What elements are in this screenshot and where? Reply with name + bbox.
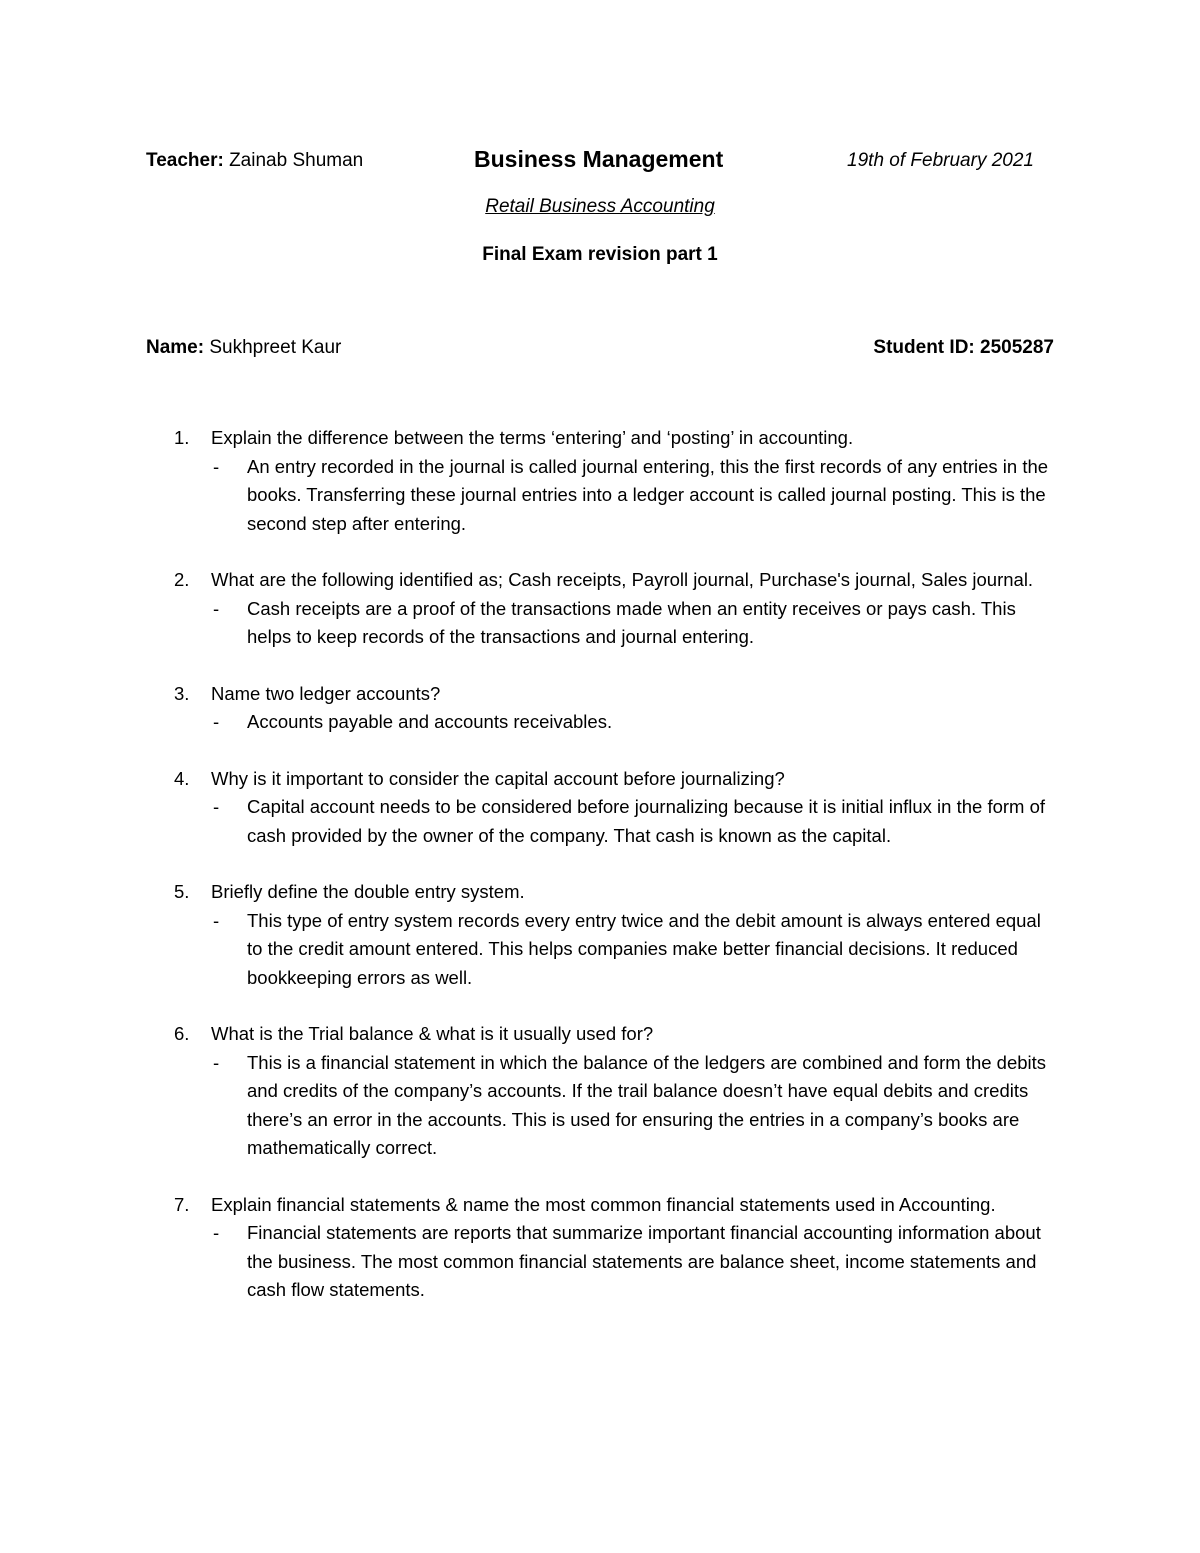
document-date: 19th of February 2021 [847, 150, 1034, 171]
subject-title: Business Management [474, 146, 724, 172]
student-id-label: Student ID: [873, 337, 975, 358]
answer-item [0, 907, 1200, 993]
answer-dash: - [213, 597, 220, 619]
answer-text: Financial statements are reports that summarize important financial accounting information about the business. The most common financial statements are balance sheet, income statements and cash flow statements. [247, 1222, 1041, 1300]
name-label: Name: [146, 337, 205, 358]
answer-dash: - [213, 796, 220, 817]
teacher-line [146, 150, 363, 172]
question-item [0, 424, 1200, 538]
answer-dash: - [213, 909, 220, 931]
answer-dash: - [213, 1051, 220, 1073]
answer-item [0, 708, 1200, 737]
answer-dash: - [213, 711, 220, 732]
question-text: What are the following identified as; Cash receipts, Payroll journal, Purchase's journal, Sales journal. [211, 569, 1034, 590]
question-number: 3. [174, 682, 190, 704]
answer-text: An entry recorded in the journal is called journal entering, this the first records of any entries in the books. Transferring these journal entries into a ledger account is called journal posting. This is the second step after entering. [247, 455, 1049, 534]
answer-text: Cash receipts are a proof of the transactions made when an entity receives or pays cash. This helps to keep records of the transactions and journal entering. [247, 597, 1016, 647]
answer-text: This type of entry system records every entry twice and the debit amount is always entered equal to the credit amount entered. This helps companies make better financial decisions. It reduced bookkeeping errors as well. [247, 909, 1041, 988]
teacher-name: Zainab Shuman [223, 150, 364, 171]
question-text: Why is it important to consider the capital account before journalizing? [211, 767, 785, 789]
header-row [144, 146, 1056, 176]
question-number: 6. [174, 1023, 190, 1044]
question-number: 5. [174, 881, 190, 902]
question-list [0, 424, 1200, 1333]
answer-item [0, 1049, 1200, 1163]
question-item [0, 680, 1200, 737]
teacher-label: Teacher: [146, 150, 224, 171]
answer-item [0, 595, 1200, 652]
answer-item [0, 1219, 1200, 1305]
question-item [0, 878, 1200, 992]
question-text: Briefly define the double entry system. [211, 881, 525, 902]
student-name: Sukhpreet Kaur [204, 337, 342, 358]
student-id-line [873, 337, 1054, 359]
course-subtitle: Retail Business Accounting [485, 196, 715, 217]
answer-item [0, 793, 1200, 850]
answer-text: This is a financial statement in which the balance of the ledgers are combined and form the debits and credits of the company’s accounts. If the trail balance doesn’t have equal debits and credits there’s an error in the accounts. This is used for ensuring the entries in a company’s books are mathematically correct. [247, 1051, 1047, 1158]
answer-text: Capital account needs to be considered before journalizing because it is initial influx in the form of cash provided by the owner of the company. That cash is known as the capital. [247, 796, 1046, 846]
question-number: 2. [174, 569, 190, 590]
question-text: Explain the difference between the terms ‘entering’ and ‘posting’ in accounting. [211, 427, 854, 448]
student-info-row [146, 337, 1054, 359]
question-number: 4. [174, 767, 190, 789]
answer-item [0, 453, 1200, 539]
question-item [0, 765, 1200, 851]
student-id-value: 2505287 [974, 337, 1054, 358]
exam-title: Final Exam revision part 1 [482, 244, 718, 265]
question-text: Name two ledger accounts? [211, 682, 441, 704]
answer-text: Accounts payable and accounts receivables. [247, 711, 613, 732]
question-item [0, 566, 1200, 652]
answer-dash: - [213, 1222, 220, 1243]
student-name-line [146, 337, 341, 358]
question-number: 1. [174, 427, 190, 448]
question-text: Explain financial statements & name the most common financial statements used in Accounting. [211, 1193, 996, 1215]
question-number: 7. [174, 1193, 190, 1215]
question-text: What is the Trial balance & what is it usually used for? [211, 1023, 654, 1044]
question-item [0, 1020, 1200, 1163]
answer-dash: - [213, 455, 220, 477]
question-item [0, 1191, 1200, 1305]
